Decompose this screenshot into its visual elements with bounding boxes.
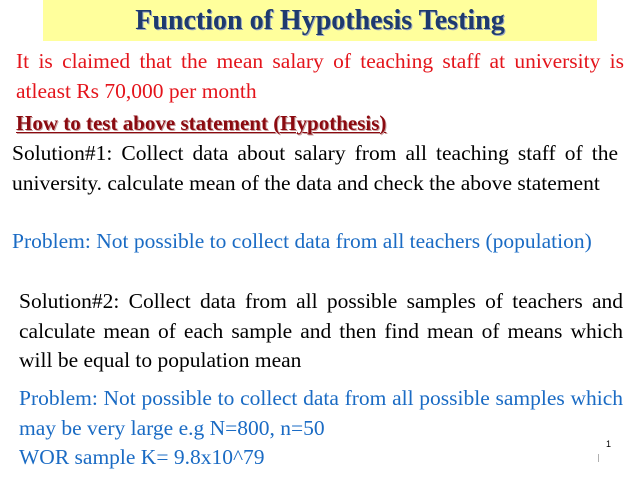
slide-number: 1 [606,439,612,449]
problem-2 [19,384,623,473]
slide-title: Function of Hypothesis Testing [135,4,505,36]
slide-number-marker [598,454,599,462]
title-banner [43,0,597,41]
problem-2-line-1: Problem: Not possible to collect data from all possible samples which may be very large e.g N=800, n=50 [19,386,623,440]
how-to-test-heading: How to test above statement (Hypothesis) [16,111,387,135]
problem-1: Problem: Not possible to collect data from all teachers (population) [12,229,592,253]
solution-2: Solution#2: Collect data from all possible samples of teachers and calculate mean of each sample and then find mean of means which will be equal to population mean [19,289,623,372]
claim-statement: It is claimed that the mean salary of teaching staff at university is atleast Rs 70,000 per month [16,49,624,103]
problem-2-line-2: WOR sample K= 9.8x10^79 [19,445,265,469]
solution-1: Solution#1: Collect data about salary from all teaching staff of the university. calculate mean of the data and check the above statement [12,141,618,195]
